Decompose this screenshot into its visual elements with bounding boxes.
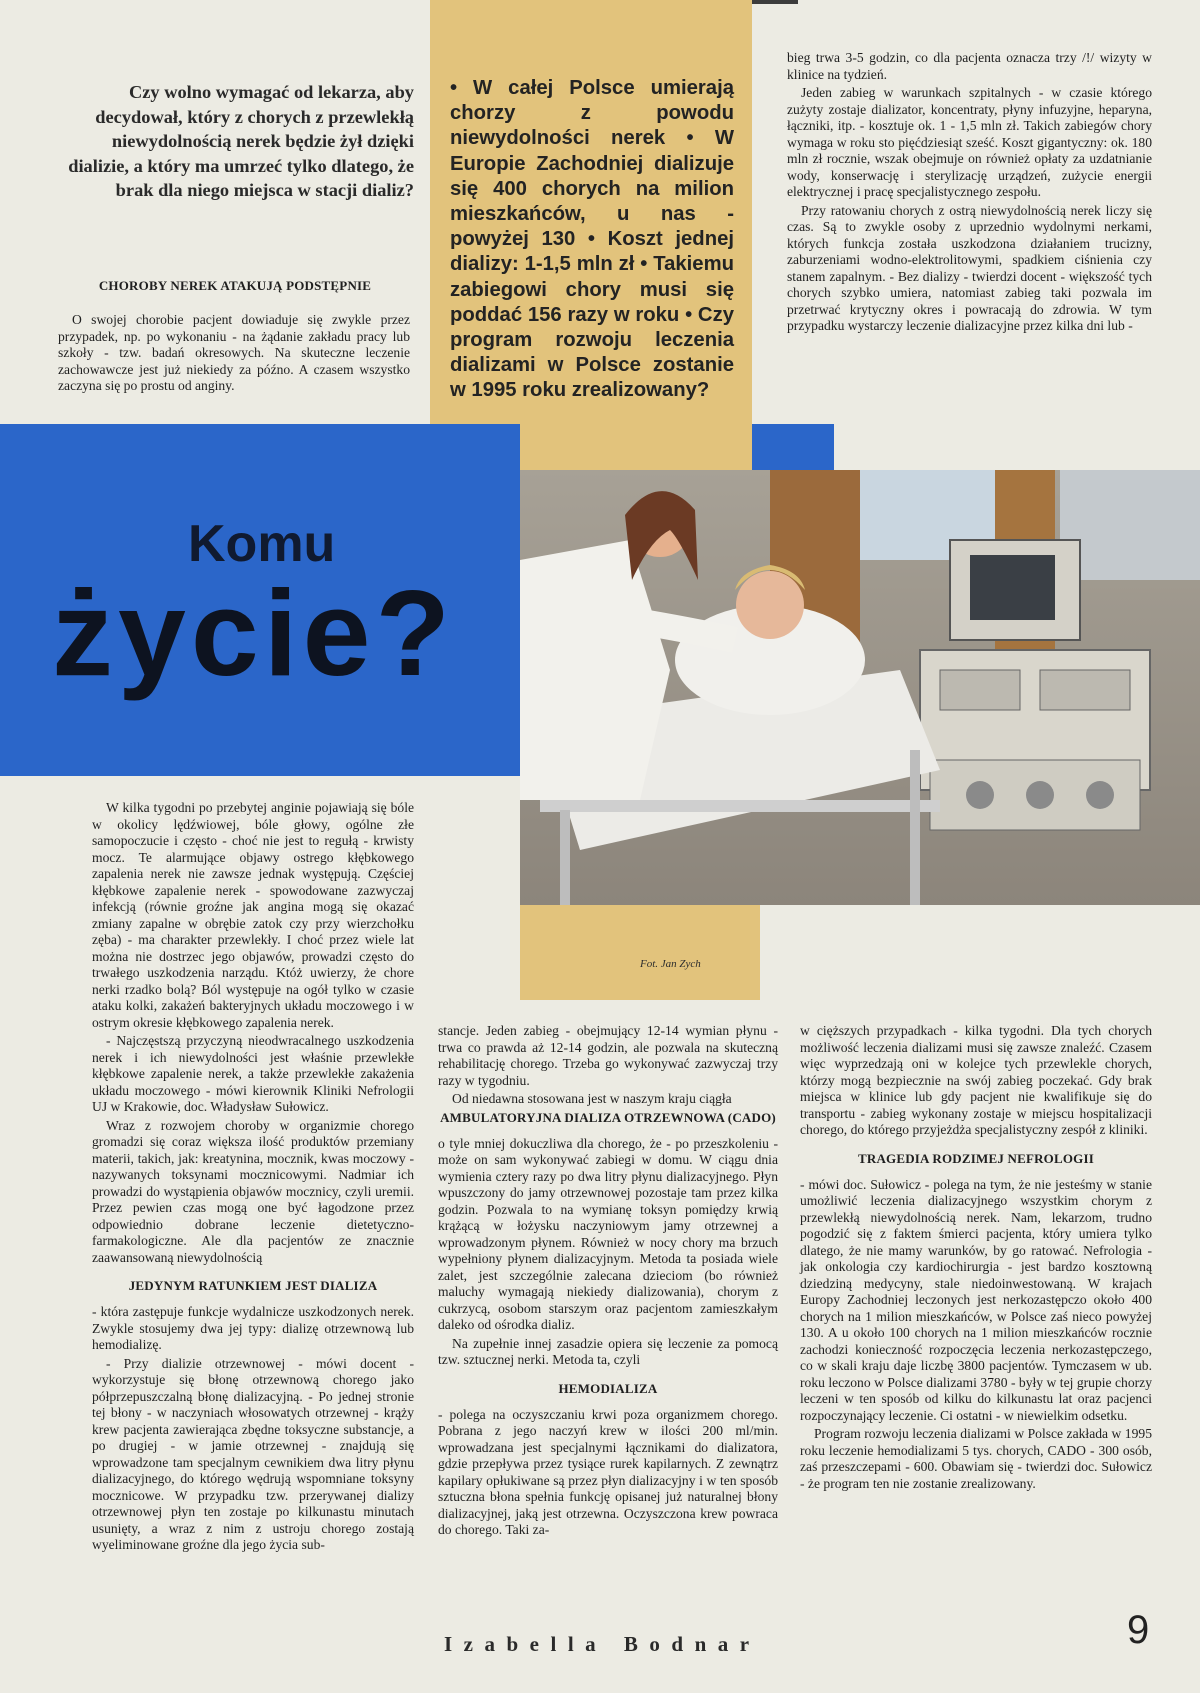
headline-band-extension <box>752 424 834 472</box>
paragraph: Na zupełnie innej zasadzie opiera się leczenie za pomocą tzw. sztucznej nerki. Metoda ta, czyli <box>438 1335 778 1367</box>
column-1 <box>92 800 414 1556</box>
caption-strip <box>520 905 760 1000</box>
column-right-top <box>787 50 1152 337</box>
column-3 <box>800 1023 1152 1494</box>
lead-question: Czy wolno wymagać od lekarza, aby decydował, który z chorych z przewlekłą niewydolnością nerek będzie żył dzięki dializie, a który ma umrzeć tylko dlatego, że brak dla niego miejsca w stacji dializ? <box>68 82 414 201</box>
paragraph: Od niedawna stosowana jest w naszym kraju ciągła <box>452 1091 732 1106</box>
paragraph: - Najczęstszą przyczyną nieodwracalnego uszkodzenia nerek i ich niewydolności jest właśnie przewlekłe kłębkowe zapalenie nerek, a także przewlekłe zakażenia układu moczowego - mówi kierownik Kliniki Nefrologii UJ w Krakowie, doc. Władysław Sułowicz. <box>92 1033 414 1114</box>
paragraph: - polega na oczyszczaniu krwi poza organizmem chorego. Pobrana z jego naczyń krew w ilości 200 ml/min. wprowadzana jest specjalnymi łącznikami do dializatora, gdzie przepływa przez tysiące rurek kapilarnych. Z zewnątrz kapilary opłukiwane są przez płyn dializacyjny i w ten sposób sztuczna błona spełnia funkcję opisanej już naturalnej błony dializacyjnej, jaką jest otrzewna. Oczyszczona krew powraca do chorego. Taki za- <box>438 1406 778 1537</box>
paragraph: Przy ratowaniu chorych z ostrą niewydolnością nerek liczy się czas. Są to zwykle osoby z uprzednio wydolnymi nerkami, których funkcja została uszkodzona działaniem trucizny, zaburzeniami wodno-elektrolitowymi, spadkiem ciśnienia czy stanem zapalnym. - Bez dializy - twierdzi docent - większość tych chorych szybko umiera, natomiast zabieg taki pozwala im przetrwać krytyczny okres i powracają do zdrowia. W tym przypadku wystarczy leczenie dializacyjne przez kilka dni lub - <box>787 202 1152 333</box>
column-2 <box>438 1023 778 1541</box>
intro-text: O swojej chorobie pacjent dowiaduje się zwykle przez przypadek, np. po wykonaniu - na żądanie zakładu pracy lub szkoły - tzw. badań okresowych. Na skuteczne leczenie zachowawcze jest już niekiedy za późno. A czasem wszystko zaczyna się po prostu od anginy. <box>58 312 410 393</box>
intro-paragraph <box>58 312 410 397</box>
paragraph: Wraz z rozwojem choroby w organizmie chorego gromadzi się coraz większa ilość produktów przemiany materii, takich, jak: kreatynina, mocznik, kwas moczowy - nazywanych toksynami mocznicowymi. Nadmiar ich prowadzi do wystąpienia objawów mocznicy, czyli uremii. Przez pewien czas mogą one być łagodzone przez odpowiednio dobrane leczenie dietetyczno-farmakologiczne. Ale dla pacjentów ze znacznie zaawansowaną niewydolnością <box>92 1117 414 1265</box>
headline-line-1: Komu <box>188 515 336 573</box>
headline-line-2: życie? <box>52 565 455 701</box>
subhead-cado: AMBULATORYJNA DIALIZA OTRZEWNOWA (CADO) <box>440 1109 776 1125</box>
subhead-tragedia: TRAGEDIA RODZIMEJ NEFROLOGII <box>857 1150 1095 1166</box>
paragraph: w cięższych przypadkach - kilka tygodni. Dla tych chorych możliwość leczenia dializami musi się zawsze znaleźć. Czasem więc wyprzedzają oni w kolejce tych przewlekle chorych, którzy mogą bezpiecznie na swój zabieg poczekać. Gdy brak miejsca w klinice lub gdy pacjent nie kwalifikuje się do transportu - zabieg wykonany zostaje w miejscu hospitalizacji chorego, do którego przyjeżdża specjalistyczny zespół z kliniki. <box>800 1023 1152 1137</box>
paragraph: stancje. Jeden zabieg - obejmujący 12-14 wymian płynu - trwa co prawda aż 12-14 godzin, ale pozwala na skuteczną rehabilitację chorego. Trzeba go wykonywać zazwyczaj trzy razy w tygodniu. <box>438 1023 778 1088</box>
paragraph: W kilka tygodni po przebytej anginie pojawiają się bóle w okolicy lędźwiowej, bóle głowy, ogólne złe samopoczucie i często - choć nie jest to regułą - krwisty mocz. Te alarmujące objawy ostrego kłębkowego zapalenia nerek nie zawsze jednak występują. Częściej kłębkowe zapalenie nerek - spowodowane zazwyczaj infekcją (równie groźne jak angina mogą się okazać zmiany zapalne w obrębie zatok czy przy wierzchołku zęba) - ma charakter przewlekły. I choć przez wiele lat można nie dostrzec jego objawów, prowadzi często do trwałego uszkodzenia narządu. Któż uwierzy, że chore nerki rzadko bolą? Ból występuje na ogół tylko w czasie ataku kolki, zakażeń bakteryjnych układu moczowego i w ostrym okresie kłębkowego zapalenia nerek. <box>92 800 414 1030</box>
highlight-text: • W całej Polsce umierają chorzy z powodu niewydolności nerek • W Europie Zachodniej dializuje się 400 chorych na milion mieszkańców, u nas - powyżej 130 • Koszt jednej dializy: 1-1,5 mln zł • Takiemu zabiegowi chory musi się poddać 156 razy w roku • Czy program rozwoju leczenia dializami w Polsce zostanie w 1995 roku zrealizowany? <box>450 77 734 402</box>
photo-dialysis-ward <box>520 470 1200 905</box>
subhead-choroby-nerek: CHOROBY NEREK ATAKUJĄ PODSTĘPNIE <box>98 278 372 293</box>
paragraph: - mówi doc. Sułowicz - polega na tym, że nie jesteśmy w stanie umożliwić leczenia dializacyjnego wszystkim chorym z przewlekłą niewydolnością nerek. Nam, lekarzom, trudno pogodzić się z faktem śmierci pacjenta, który umiera tylko dlatego, że nie mamy warunków, by go ratować. Nefrologia - jak onkologia czy kardiochirurgia - jest bardzo kosztowną dziedziną medycyny, stale niedoinwestowaną. W krajach Europy Zachodniej leczonych jest nerkozastępczo około 400 chorych na 1 milion mieszkańców, w Polsce zaś nieco powyżej 130. A u około 100 chorych na 1 milion mieszkańców rocznie zachodzi konieczność rozpoczęcia leczenia nerkozastępczego, co w skali kraju daje liczbę 3800 pacjentów. Tymczasem w ub. roku leczono w Polsce dializami 3780 - były w tej grupie chorzy leczeni w ten sposób od kilku do kilkunastu lat oraz pacjenci rozpoczynający leczenie. Ci ostatni - w niewielkim odsetku. <box>800 1176 1152 1423</box>
photo-caption: Fot. Jan Zych <box>640 958 701 970</box>
subhead-jedynym-ratunkiem: JEDYNYM RATUNKIEM JEST DIALIZA <box>128 1278 378 1293</box>
paragraph: - Przy dializie otrzewnowej - mówi docent - wykorzystuje się błonę otrzewnową chorego jako półprzepuszczalną błonę dializacyjną. - Po jednej stronie tej błony - w naczyniach włosowatych otrzewnej - krąży krew pacjenta zawierająca zbędne toksyczne substancje, a po drugiej - w jamie otrzewnej - znajdują się wprowadzone tam specjalnym cewnikiem dwa litry płynu dializacyjnego, do którego wędrują wspomniane toksyny mocznicowe. W przypadku tzw. przerywanej dializy otrzewnowej płyn ten zostaje po kilkunastu minutach usunięty, a wraz z nim z ustroju chorego zostają wyeliminowane groźne dla jego życia sub- <box>92 1355 414 1552</box>
paragraph: Jeden zabieg w warunkach szpitalnych - w czasie którego zużyty zostaje dializator, koncentraty, płyny infuzyjne, heparyna, łączniki, itp. - kosztuje ok. 1 - 1,5 mln zł. Takich zabiegów chory wymaga w roku sto pięćdziesiąt sześć. Koszt gigantyczny: ok. 180 mln zł rocznie, wszak obejmuje on również opłaty za uzdatnianie wody, konserwację i sterylizację urządzeń, zużycie energii elektrycznej i pracę specjalistycznego zespołu. <box>787 85 1152 199</box>
photo-illustration <box>520 470 1200 905</box>
subhead-hemodializa: HEMODIALIZA <box>558 1380 658 1396</box>
paragraph: Program rozwoju leczenia dializami w Polsce zakłada w 1995 roku leczenie hemodializami 5 tys. chorych, CADO - 300 osób, zaś przeszczepami - 600. Obawiam się - twierdzi doc. Sułowicz - że program ten nie zostanie zrealizowany. <box>800 1426 1152 1491</box>
page-number: 9 <box>1127 1608 1150 1652</box>
author-byline: Izabella Bodnar <box>444 1632 761 1656</box>
paragraph: o tyle mniej dokuczliwa dla chorego, że - po przeszkoleniu - może on sam wykonywać zabiegi w domu. W ciągu dnia wymienia cztery razy po dwa litry płynu dializacyjnego. Płyn wpuszczony do jamy otrzewnowej pozostaje tam przez kilka godzin. Pozwala to na wymianę toksyn pomiędzy krwią krążącą w łożysku naczyniowym jamy otrzewnej a wprowadzonym płynem. Również w nocy chory ma brzuch wypełniony płynem dializacyjnym. Metoda ta posiada wiele zalet, jest szczególnie zalecana dzieciom (bo również maluchy wymagają niekiedy dializowania), chorym z cukrzycą, osobom starszym oraz pacjentom zamieszkałym daleko od ośrodka dializ. <box>438 1135 778 1332</box>
paragraph: bieg trwa 3-5 godzin, co dla pacjenta oznacza trzy /!/ wizyty w klinice na tydzień. <box>787 50 1152 82</box>
paragraph: - która zastępuje funkcje wydalnicze uszkodzonych nerek. Zwykle stosujemy dwa jej typy: dializę otrzewnową lub hemodializę. <box>92 1304 414 1352</box>
